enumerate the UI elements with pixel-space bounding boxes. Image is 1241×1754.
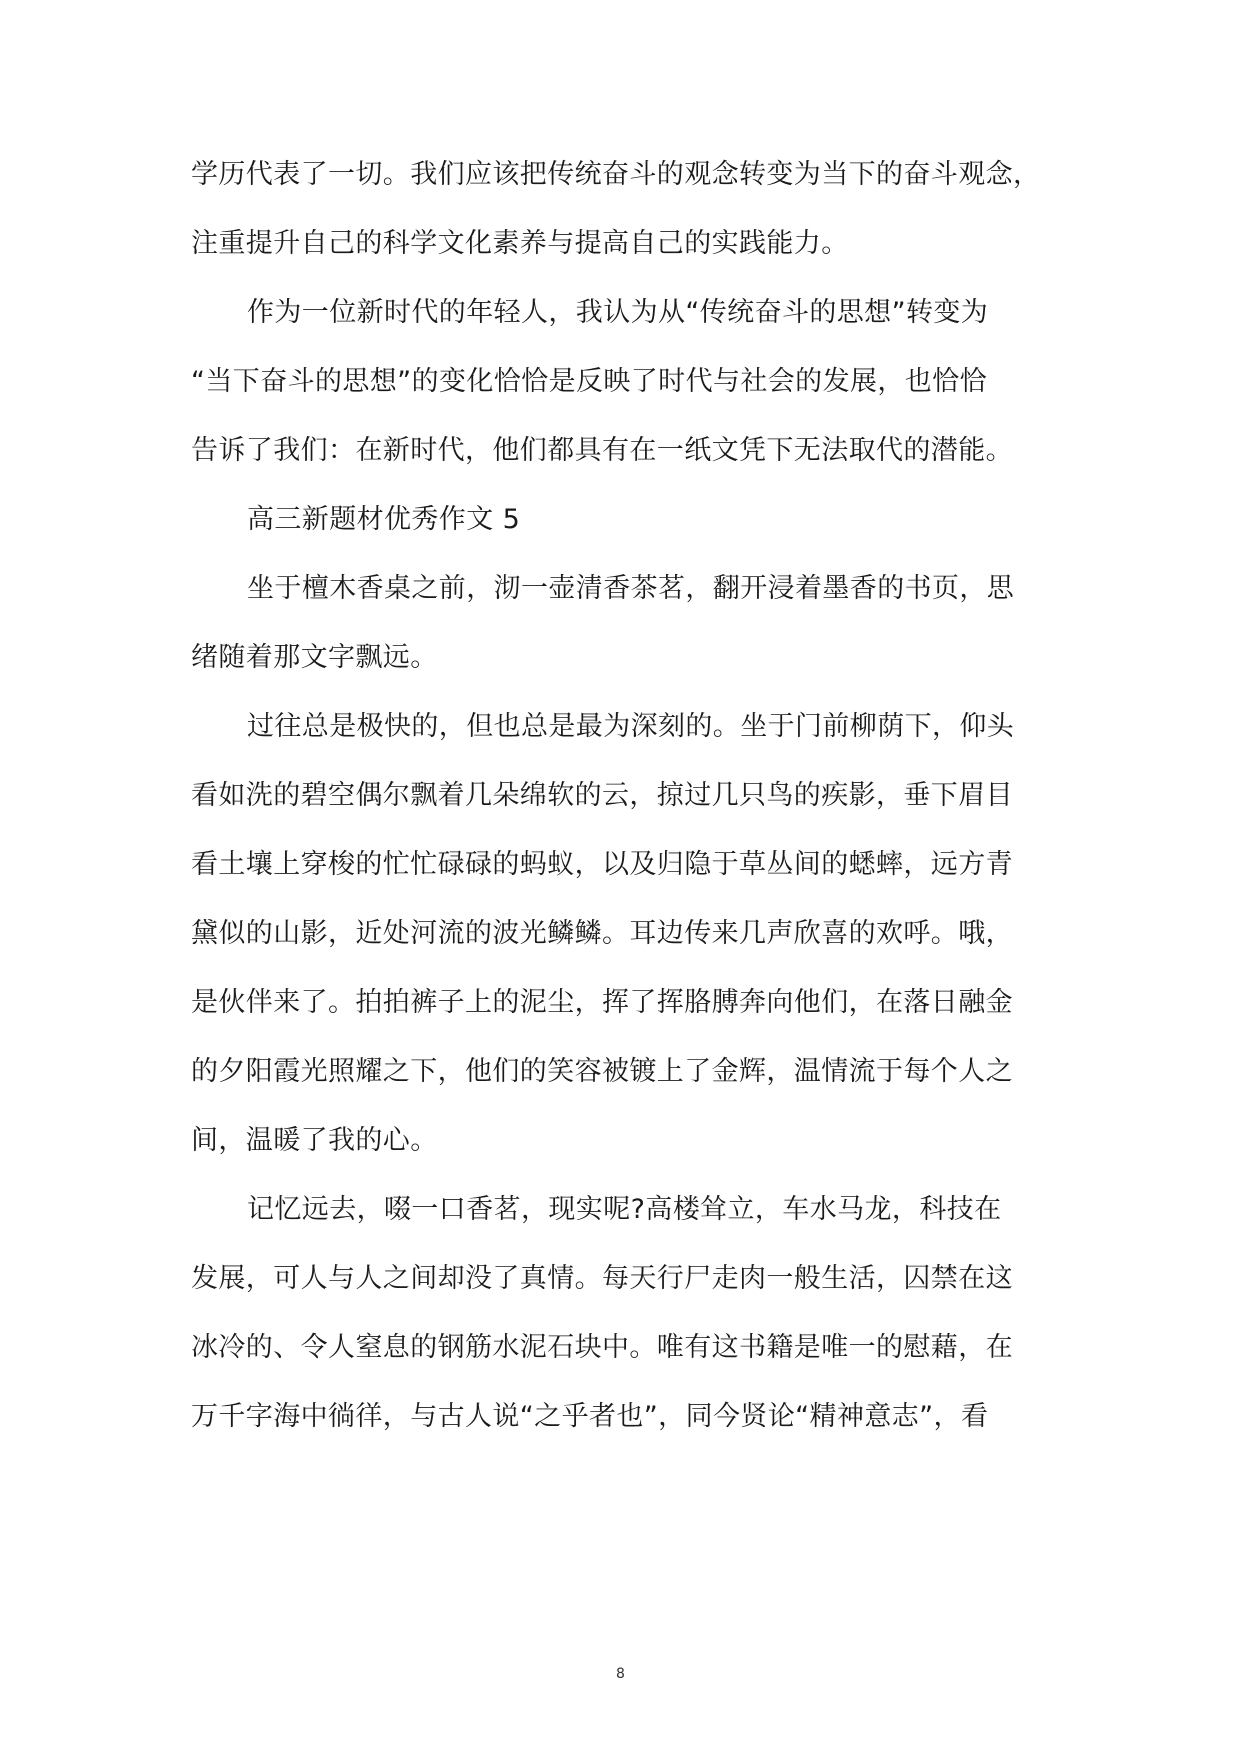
text-line: 冰冷的、令人窒息的钢筋水泥石块中。唯有这书籍是唯一的慰藉，在: [191, 1332, 1013, 1363]
text-line: 学历代表了一切。我们应该把传统奋斗的观念转变为当下的奋斗观念，: [191, 159, 1041, 190]
text-line: 看土壤上穿梭的忙忙碌碌的蚂蚁，以及归隐于草丛间的蟋蟀，远方青: [191, 849, 1013, 880]
text-line: 作为一位新时代的年轻人，我认为从“传统奋斗的思想”转变为: [247, 297, 989, 328]
text-line: “当下奋斗的思想”的变化恰恰是反映了时代与社会的发展，也恰恰: [191, 366, 987, 397]
text-line: 绪随着那文字飘远。: [191, 642, 438, 673]
text-line: 坐于檀木香桌之前，沏一壶清香茶茗，翻开浸着墨香的书页，思: [247, 573, 1015, 604]
text-line: 发展，可人与人之间却没了真情。每天行尸走肉一般生活，囚禁在这: [191, 1263, 1013, 1294]
text-line: 告诉了我们：在新时代，他们都具有在一纸文凭下无法取代的潜能。: [191, 435, 1013, 466]
text-line: 看如洗的碧空偶尔飘着几朵绵软的云，掠过几只鸟的疾影，垂下眉目: [191, 780, 1013, 811]
text-line: 黛似的山影，近处河流的波光鳞鳞。耳边传来几声欣喜的欢呼。哦，: [191, 918, 1013, 949]
text-line: 是伙伴来了。拍拍裤子上的泥尘，挥了挥胳膊奔向他们，在落日融金: [191, 987, 1013, 1018]
section-heading: 高三新题材优秀作文 5: [247, 504, 521, 535]
text-line: 万千字海中徜徉，与古人说“之乎者也”，同今贤论“精神意志”，看: [191, 1401, 989, 1432]
page-number: 8: [616, 1666, 625, 1682]
text-line: 过往总是极快的，但也总是最为深刻的。坐于门前柳荫下，仰头: [247, 711, 1015, 742]
body-text: [191, 140, 1091, 1451]
text-line: 记忆远去，啜一口香茗，现实呢?高楼耸立，车水马龙，科技在: [247, 1194, 1002, 1225]
text-line: 注重提升自己的科学文化素养与提高自己的实践能力。: [191, 228, 849, 259]
text-line: 间，温暖了我的心。: [191, 1125, 438, 1156]
text-line: 的夕阳霞光照耀之下，他们的笑容被镀上了金辉，温情流于每个人之: [191, 1056, 1013, 1087]
